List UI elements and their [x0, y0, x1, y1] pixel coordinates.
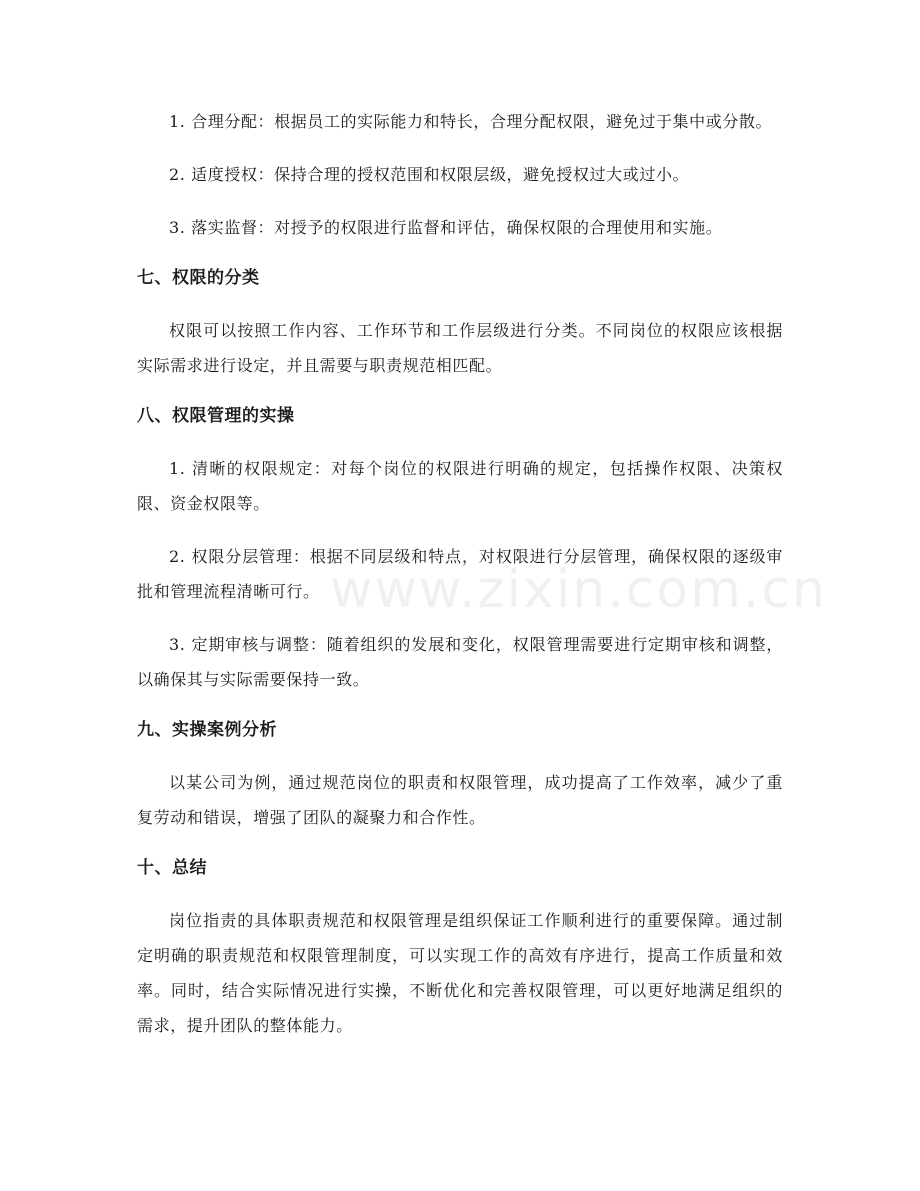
list-item-regular-review: 3. 定期审核与调整：随着组织的发展和变化，权限管理需要进行定期审核和调整，以确保其与实际需要保持一致。 — [137, 635, 783, 689]
section-heading-9: 九、实操案例分析 — [137, 720, 277, 740]
document-body — [137, 104, 783, 1061]
list-item-moderate-authorization: 2. 适度授权：保持合理的授权范围和权限层级，避免授权过大或过小。 — [169, 165, 690, 184]
watermark: www.zixin.com.cn — [330, 560, 827, 620]
section-heading-8: 八、权限管理的实操 — [137, 406, 295, 426]
list-item-reasonable-allocation: 1. 合理分配：根据员工的实际能力和特长，合理分配权限，避免过于集中或分散。 — [169, 112, 773, 131]
paragraph-case-analysis: 以某公司为例，通过规范岗位的职责和权限管理，成功提高了工作效率，减少了重复劳动和错误，增强了团队的凝聚力和合作性。 — [137, 773, 783, 827]
paragraph-summary: 岗位指责的具体职责规范和权限管理是组织保证工作顺利进行的重要保障。通过制定明确的职责规范和权限管理制度，可以实现工作的高效有序进行，提高工作质量和效率。同时，结合实际情况进行实操，不断优化和完善权限管理，可以更好地满足组织的需求，提升团队的整体能力。 — [137, 911, 783, 1035]
section-heading-10: 十、总结 — [137, 858, 207, 878]
list-item-layered-management: 2. 权限分层管理：根据不同层级和特点，对权限进行分层管理，确保权限的逐级审批和管理流程清晰可行。 — [137, 547, 783, 601]
list-item-implement-supervision: 3. 落实监督：对授予的权限进行监督和评估，确保权限的合理使用和实施。 — [169, 218, 723, 237]
paragraph-permission-classification: 权限可以按照工作内容、工作环节和工作层级进行分类。不同岗位的权限应该根据实际需求进行设定，并且需要与职责规范相匹配。 — [137, 321, 783, 375]
section-heading-7: 七、权限的分类 — [137, 268, 260, 288]
list-item-clear-rules: 1. 清晰的权限规定：对每个岗位的权限进行明确的规定，包括操作权限、决策权限、资金权限等。 — [137, 459, 783, 513]
